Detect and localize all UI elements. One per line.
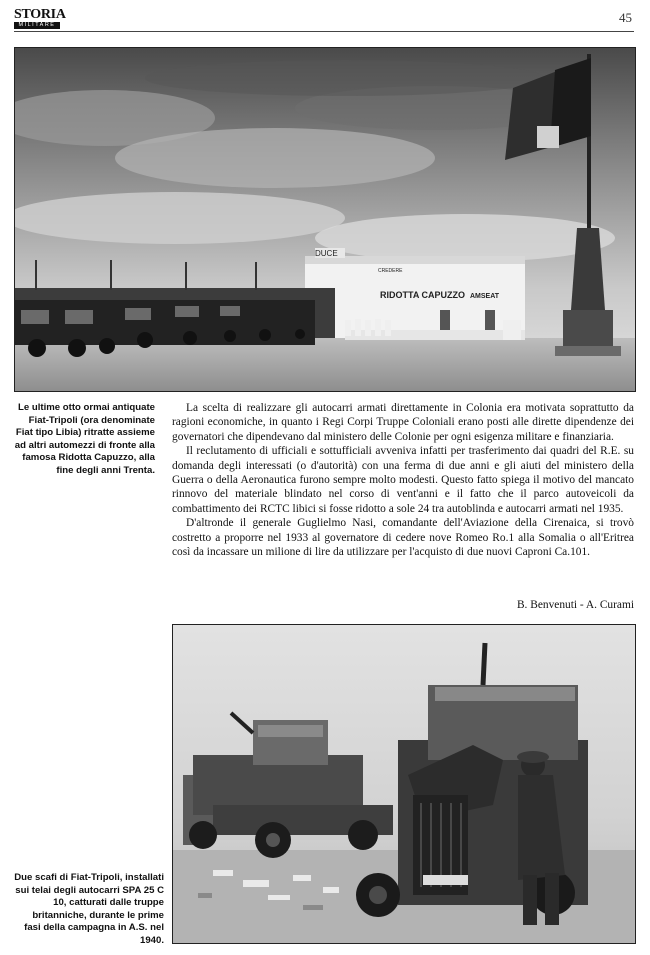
- caption-bottom-photo: Due scafi di Fiat-Tripoli, installati sui telai degli autocarri SPA 25 C 10, catturati dalle truppe britanniche, durante le prime fasi della campagna in A.S. nel 1940.: [14, 872, 164, 946]
- sign-credere: CREDERE: [378, 268, 403, 274]
- article-byline: B. Benvenuti - A. Curami: [516, 599, 634, 611]
- article-paragraph: D'altronde il generale Guglielmo Nasi, comandante dell'Aviazione della Cirenaica, si trovò costretto a proporre nel 1933 al governatore di cedere nove Romeo Ro.1 alla Somalia o all'Eritrea così da incassare un milione di lire da utilizzare per l'acquisto di due nuovi Caproni Ca.101.: [172, 517, 634, 559]
- caption-top-photo: Le ultime otto ormai antiquate Fiat-Tripoli (ora denominate Fiat tipo Libia) ritratte assieme ad altri automezzi di fronte alla famosa Ridotta Capuzzo, alla fine degli anni Trenta.: [14, 402, 155, 476]
- header-rule: [14, 31, 634, 32]
- article-body: [172, 401, 634, 559]
- article-paragraph: Il reclutamento di ufficiali e sottufficiali avveniva infatti per trasferimento dai quadri del R.E. su domanda degli interessati (o d'autorità) con una ferma di due anni e gli aiuti del ministero della Guerra o della Aeronautica furono sempre molto modesti. Questo fatto spiega il motivo del mancato rinnovo del materiale blindato nel corso di vent'anni e il fatto che il parco autoveicoli da combattimento dei RCTC libici si fosse ridotto a sole 24 tra autoblinda e autocarri armati nel 1935.: [172, 445, 634, 515]
- logo-subtitle: MILITARE: [14, 22, 60, 29]
- sign-ridotta-capuzzo: RIDOTTA CAPUZZO: [380, 290, 465, 300]
- logo-title: STORIA: [14, 7, 66, 22]
- page-number: 45: [619, 10, 632, 25]
- sign-amseat: AMSEAT: [470, 293, 500, 300]
- article-paragraph: La scelta di realizzare gli autocarri armati direttamente in Colonia era motivata soprattutto da ragioni economiche, in quanto i Regi Corpi Truppe Coloniali erano posti alle dirette dipendenze dei governatori che dipendevano dal ministero delle Colonie per ogni esigenza militare e finanziaria.: [172, 402, 634, 443]
- sign-duce: DUCE: [315, 249, 338, 258]
- magazine-logo: [14, 7, 66, 30]
- photo-captured-armored-trucks: [172, 624, 636, 944]
- photo-ridotta-capuzzo: [14, 47, 636, 392]
